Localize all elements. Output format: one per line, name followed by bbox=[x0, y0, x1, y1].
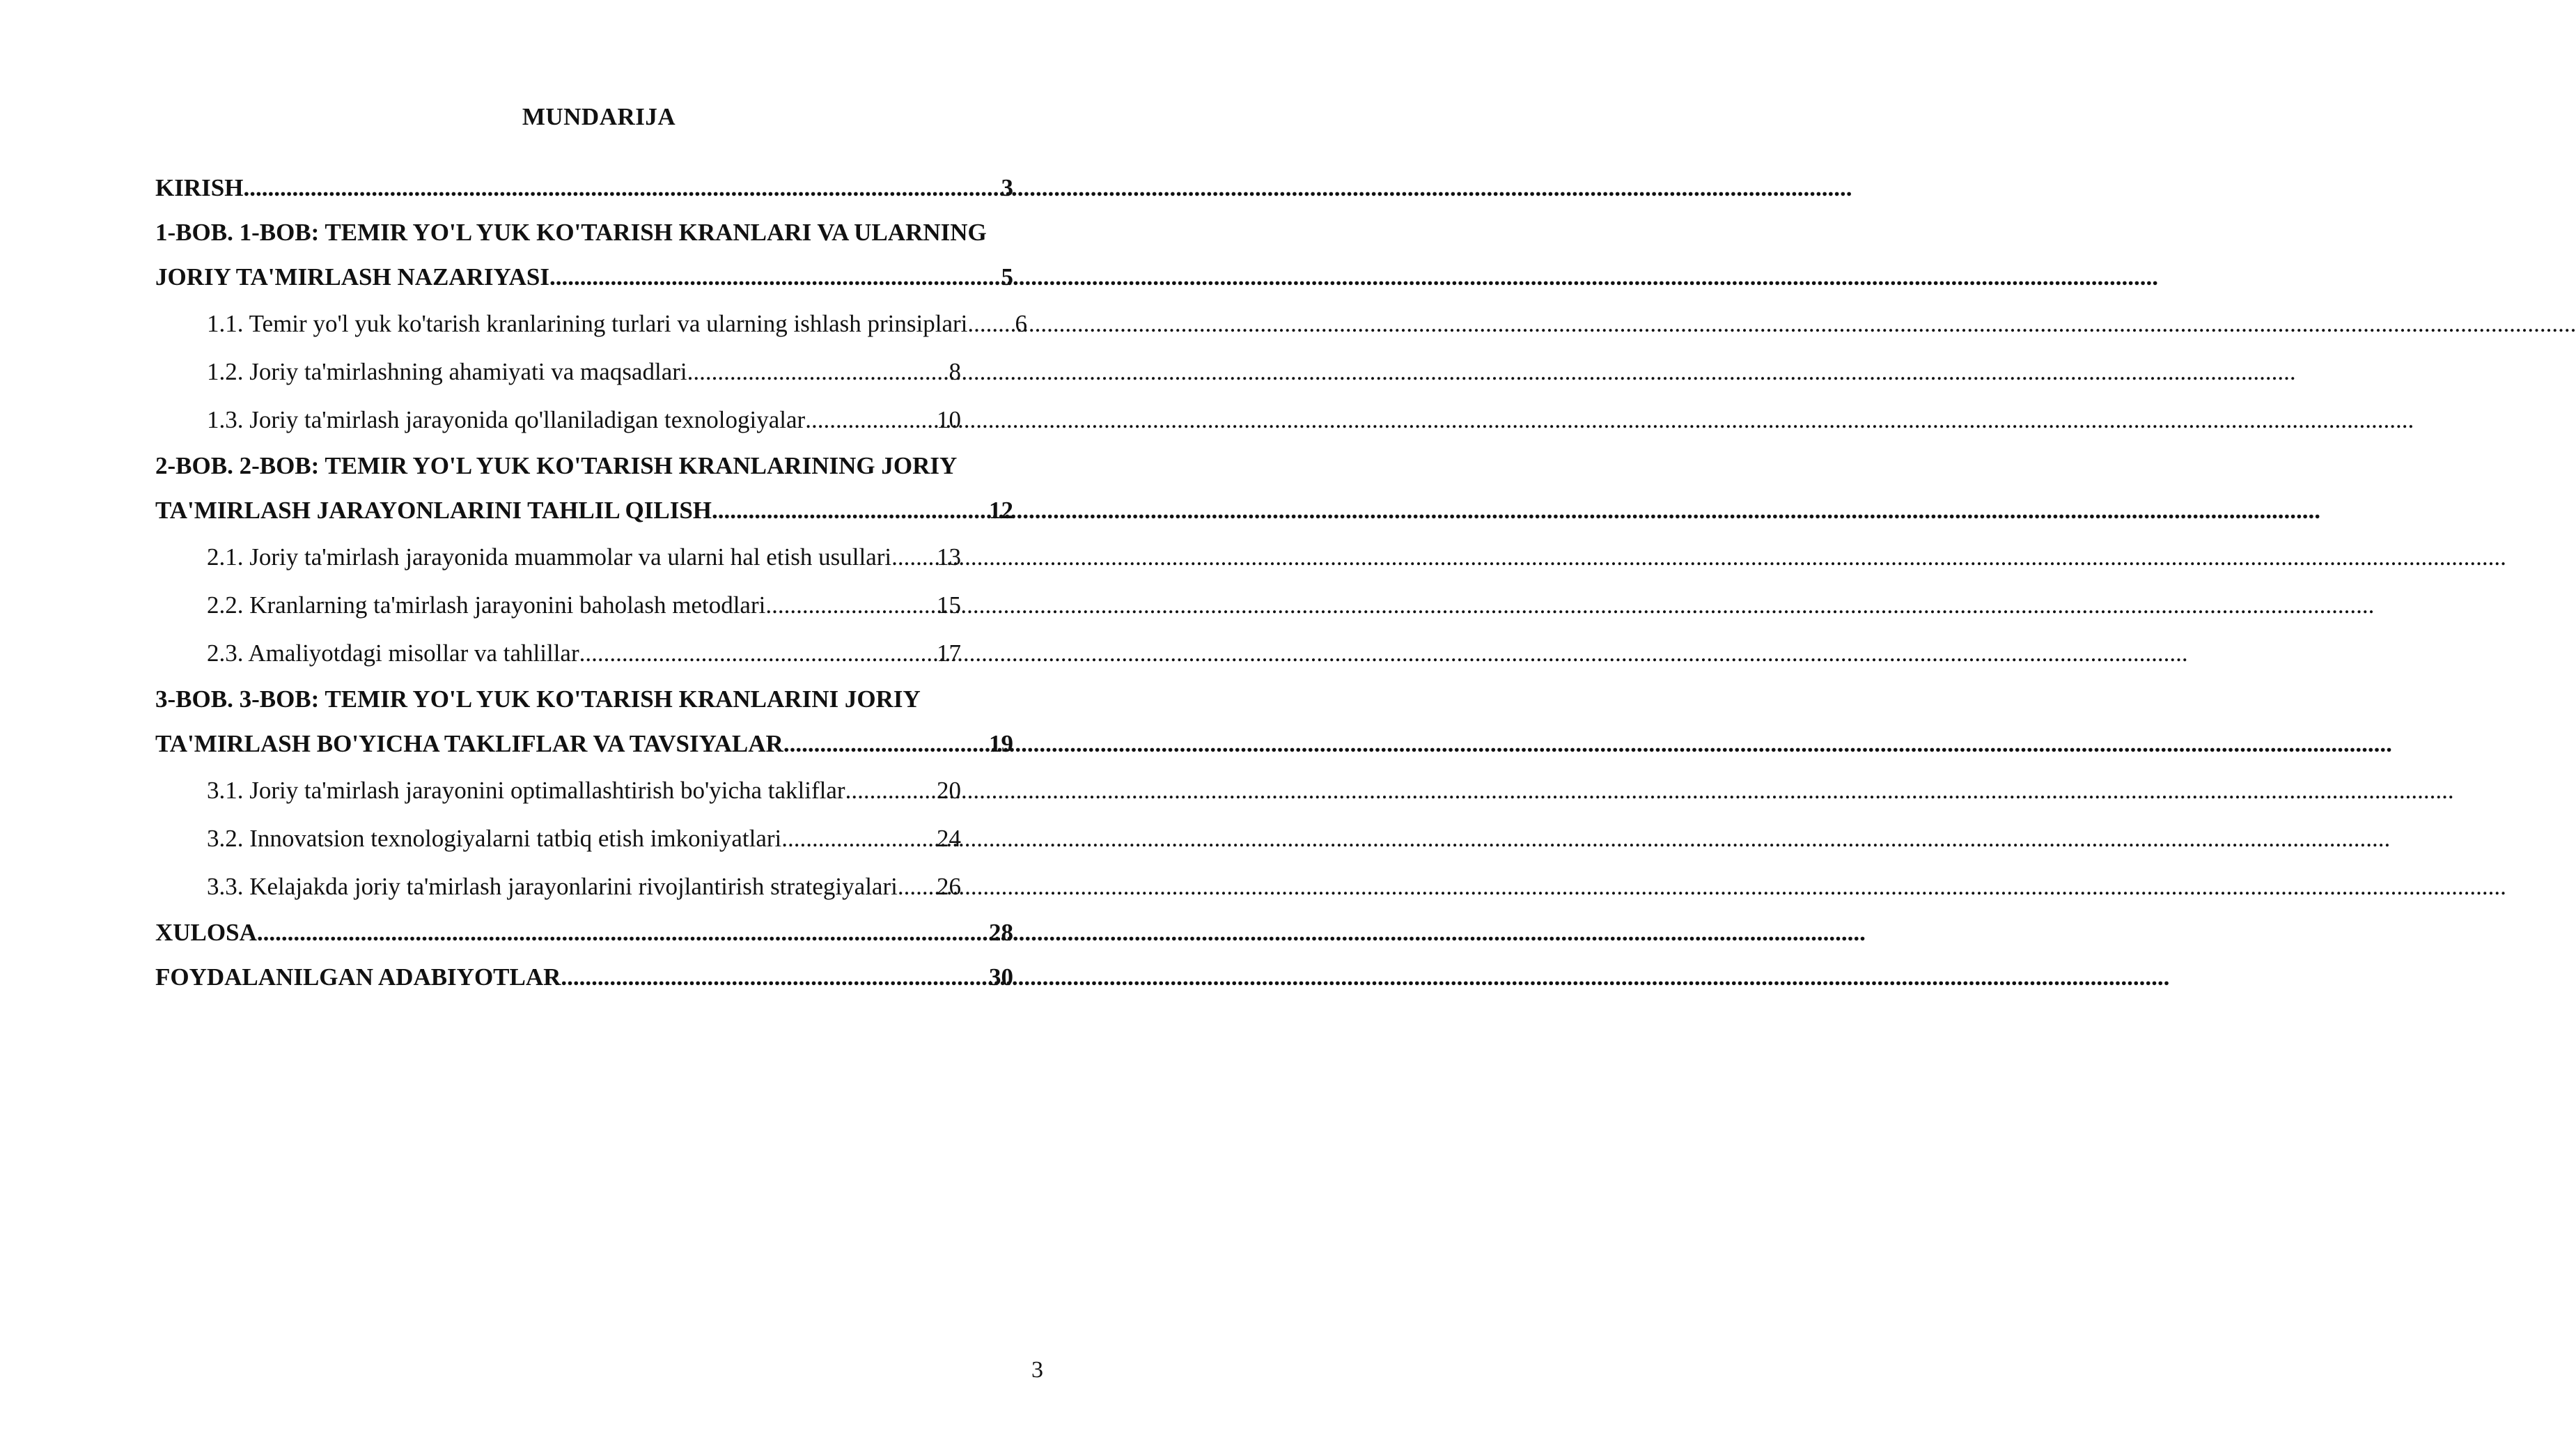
toc-entry-label: 2.1. Joriy ta'mirlash jarayonida muammolar va ularni hal etish usullari. bbox=[207, 543, 898, 571]
toc-entry-page-number: 12 bbox=[989, 497, 1013, 524]
toc-chapter-entry[interactable] bbox=[155, 910, 1047, 955]
toc-entry-row bbox=[207, 533, 961, 581]
toc-entry-row bbox=[207, 629, 961, 677]
toc-entry-row bbox=[207, 862, 961, 910]
toc-entry-label: XULOSA bbox=[155, 919, 257, 946]
toc-section-entry[interactable] bbox=[155, 533, 1047, 581]
toc-entry-label: 3.1. Joriy ta'mirlash jarayonini optimallashtirish bo'yicha takliflar bbox=[207, 777, 845, 804]
toc-entry-page-number: 24 bbox=[937, 825, 961, 852]
toc-section-entry[interactable] bbox=[155, 862, 1047, 910]
toc-entry-row bbox=[207, 766, 961, 814]
toc-entry-page-number: 26 bbox=[937, 873, 961, 900]
toc-chapter-entry[interactable] bbox=[155, 166, 1047, 210]
toc-entry-label: 1.3. Joriy ta'mirlash jarayonida qo'llaniladigan texnologiyalar bbox=[207, 406, 806, 433]
toc-section-entry[interactable] bbox=[155, 396, 1047, 444]
toc-entry-label: KIRISH bbox=[155, 174, 244, 201]
toc-entry-row bbox=[155, 910, 1013, 955]
toc-entry-heading-line: 3-BOB. 3-BOB: TEMIR YO'L YUK KO'TARISH KRANLARINI JORIY bbox=[155, 685, 921, 713]
toc-entry-label: FOYDALANILGAN ADABIYOTLAR bbox=[155, 963, 561, 991]
page-number: 3 bbox=[1031, 1357, 1043, 1383]
toc-entry-label: 2.2. Kranlarning ta'mirlash jarayonini baholash metodlari bbox=[207, 591, 766, 619]
toc-entry-label: 1.2. Joriy ta'mirlashning ahamiyati va maqsadlari bbox=[207, 358, 687, 385]
toc-entry-heading-line: 1-BOB. 1-BOB: TEMIR YO'L YUK KO'TARISH KRANLARI VA ULARNING bbox=[155, 219, 987, 246]
toc-entry-page-number: 28 bbox=[989, 919, 1013, 946]
toc-entry-heading-line: 2-BOB. 2-BOB: TEMIR YO'L YUK KO'TARISH KRANLARINING JORIY bbox=[155, 452, 958, 479]
toc-entry-page-number: 19 bbox=[989, 730, 1013, 757]
toc-entry-row bbox=[207, 300, 1027, 348]
toc-leader-dots bbox=[687, 348, 948, 396]
toc-entry-row bbox=[155, 255, 1013, 300]
toc-entry-row bbox=[155, 166, 1013, 210]
toc-leader-dots bbox=[549, 255, 1000, 300]
toc-entry-page-number: 30 bbox=[989, 963, 1013, 991]
toc-entry-label: TA'MIRLASH JARAYONLARINI TAHLIL QILISH bbox=[155, 497, 712, 524]
toc-entry-label: TA'MIRLASH BO'YICHA TAKLIFLAR VA TAVSIYALAR bbox=[155, 730, 783, 757]
toc-entry-page-number: 17 bbox=[937, 639, 961, 667]
toc-leader-dots bbox=[898, 862, 935, 910]
toc-chapter-entry[interactable] bbox=[155, 444, 1047, 533]
toc-chapter-entry[interactable] bbox=[155, 210, 1047, 300]
toc-chapter-entry[interactable] bbox=[155, 955, 1047, 1000]
toc-chapter-entry[interactable] bbox=[155, 677, 1047, 766]
toc-leader-dots bbox=[257, 910, 988, 955]
toc-entry-label: 3.3. Kelajakda joriy ta'mirlash jarayonlarini rivojlantirish strategiyalari bbox=[207, 873, 898, 900]
toc-leader-dots bbox=[712, 488, 988, 533]
toc-entry-page-number: 5 bbox=[1001, 263, 1013, 290]
toc-entry-label: 1.1. Temir yo'l yuk ko'tarish kranlarining turlari va ularning ishlash prinsiplari bbox=[207, 310, 968, 337]
toc-entry-row bbox=[155, 722, 1013, 766]
toc-leader-dots bbox=[805, 396, 935, 444]
toc-entry-page-number: 15 bbox=[937, 591, 961, 619]
page-title: MUNDARIJA bbox=[522, 103, 676, 130]
toc-leader-dots bbox=[845, 766, 935, 814]
toc-leader-dots bbox=[579, 629, 935, 677]
toc-entry-row bbox=[207, 396, 961, 444]
toc-entry-page-number: 10 bbox=[937, 406, 961, 433]
toc-entry-label: 3.2. Innovatsion texnologiyalarni tatbiq etish imkoniyatlari bbox=[207, 825, 782, 852]
toc-section-entry[interactable] bbox=[155, 348, 1047, 396]
toc-leader-dots bbox=[765, 581, 935, 629]
table-of-contents bbox=[155, 166, 1047, 1000]
toc-entry-page-number: 20 bbox=[937, 777, 961, 804]
toc-entry-row bbox=[207, 581, 961, 629]
toc-leader-dots bbox=[243, 166, 999, 210]
toc-leader-dots bbox=[783, 722, 988, 766]
toc-leader-dots bbox=[967, 300, 1013, 348]
toc-leader-dots bbox=[781, 814, 935, 862]
toc-section-entry[interactable] bbox=[155, 814, 1047, 862]
toc-entry-row bbox=[155, 488, 1013, 533]
toc-entry-page-number: 6 bbox=[1015, 310, 1027, 337]
toc-entry-row bbox=[207, 814, 961, 862]
toc-section-entry[interactable] bbox=[155, 300, 1047, 348]
document-page bbox=[0, 0, 1114, 1442]
toc-entry-page-number: 13 bbox=[937, 543, 961, 571]
toc-entry-row bbox=[207, 348, 961, 396]
toc-section-entry[interactable] bbox=[155, 629, 1047, 677]
toc-entry-label: 2.3. Amaliyotdagi misollar va tahlillar bbox=[207, 639, 579, 667]
toc-entry-row bbox=[155, 955, 1013, 1000]
toc-leader-dots bbox=[561, 955, 988, 1000]
toc-entry-label: JORIY TA'MIRLASH NAZARIYASI bbox=[155, 263, 549, 290]
toc-entry-page-number: 3 bbox=[1001, 174, 1013, 201]
toc-entry-page-number: 8 bbox=[949, 358, 961, 385]
toc-section-entry[interactable] bbox=[155, 581, 1047, 629]
toc-leader-dots bbox=[898, 533, 935, 581]
toc-section-entry[interactable] bbox=[155, 766, 1047, 814]
